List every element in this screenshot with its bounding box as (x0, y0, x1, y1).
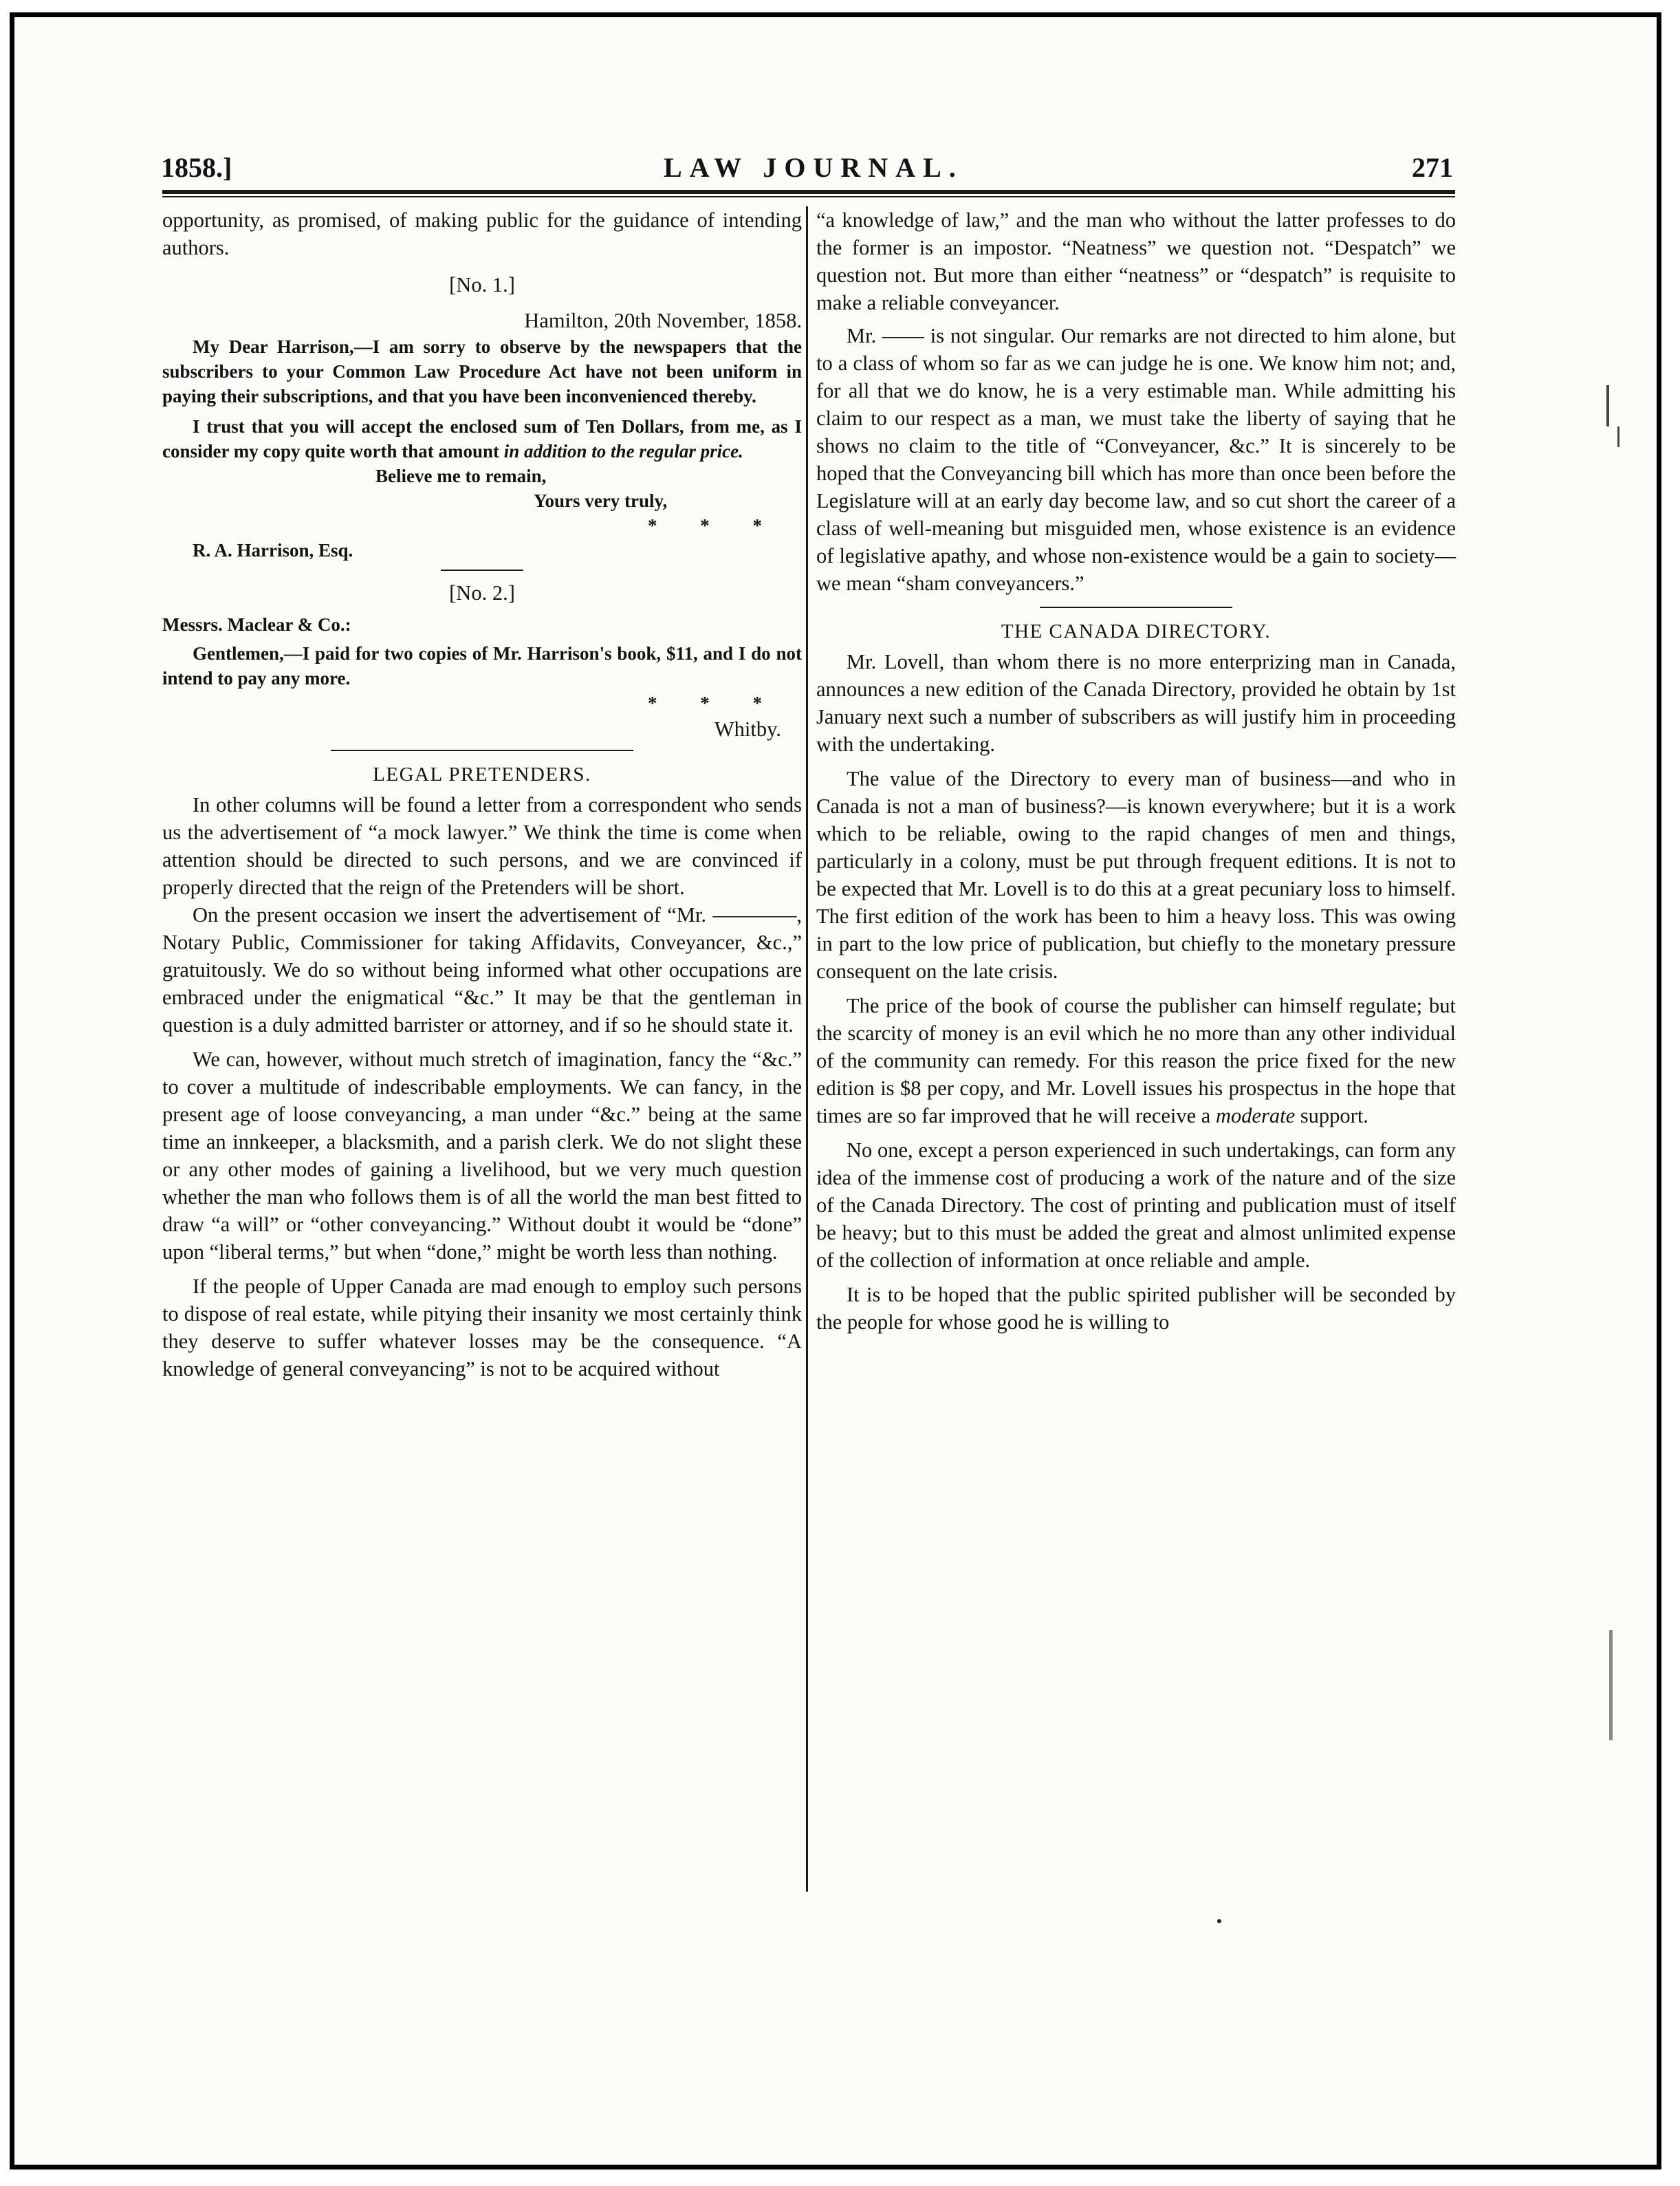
opening-paragraph: opportunity, as promised, of making public for the guidance of intending authors. (162, 208, 802, 259)
directory-paragraph-3-text: The price of the book of course the publisher can himself regulate; but the scarcity of money is an evil which he no more than any other individual of the community can remedy. For this reason the price fixed for the new edition is $8 per copy, and Mr. Lovell issues his prospectus in the hope that times are so far improved that he will receive a (816, 994, 1456, 1127)
header-rule-thin (162, 196, 1455, 197)
right-column (816, 206, 1456, 1336)
mr-paragraph: Mr. —— is not singular. Our remarks are not directed to him alone, but to a class of whom so far as we can judge he is one. We know him not; and, for all that we do know, he is a very estimable man. While admitting his claim to our respect as a man, we must take the liberty of saying that he shows no claim to the title of “Conveyancer, &c.” It is sincerely to be hoped that the Conveyancing bill which has more than once been before the Legislature will at an early day become law, and so cut short the career of a class of well-meaning but misguided men, whose existence is an evidence of legislative apathy, and whose non-existence would be a gain to society—we mean “sham conveyancers.” (816, 324, 1456, 595)
letter-2-body: Gentlemen,—I paid for two copies of Mr. Harrison's book, $11, and I do not intend to pay any more. (162, 643, 802, 689)
article-paragraph-3: We can, however, without much stretch of imagination, fancy the “&c.” to cover a multitude of indescribable employments. We can fancy, in the present age of loose conveyancing, a man under “&c.” being at the same time an innkeeper, a blacksmith, and a parish clerk. We do not slight these or any other modes of gaining a livelihood, but we very much question whether the man who follows them is of all the world the man best fitted to draw “a will” or “other conveyancing.” Without doubt it would be “done” upon “liberal terms,” but when “done,” might be worth less than nothing. (162, 1048, 802, 1264)
letter-1-paragraph-1: My Dear Harrison,—I am sorry to observe by the newspapers that the subscribers to your Common Law Procedure Act have not been uniform in paying their subscriptions, and that you have been inconvenienced thereby. (162, 336, 802, 407)
directory-paragraph-2: The value of the Directory to every man of business—and who in Canada is not a man of business?—is known everywhere; but it is a work which to be reliable, owing to the rapid changes of men and things, particularly in a colony, must be put through frequent editions. It is not to be expected that Mr. Lovell is to do this at a great pecuniary loss to himself. The first edition of the work has been to him a heavy loss. This was owing in part to the low price of publication, but chiefly to the monetary pressure consequent on the late crisis. (816, 767, 1456, 983)
letter-1-emphasis: in addition to the regular price. (503, 441, 743, 462)
letter-1-paragraph-2-text: I trust that you will accept the enclosed sum of Ten Dollars, from me, as I consider my copy quite worth that amount (162, 416, 802, 462)
directory-paragraph-3 (816, 992, 1456, 1129)
article-rule-2 (1040, 607, 1232, 608)
journal-title: LAW JOURNAL. (664, 152, 963, 183)
print-speck (1217, 1919, 1221, 1923)
letter-number-2: [No. 2.] (449, 581, 515, 605)
article-heading-canada-directory: THE CANADA DIRECTORY. (1001, 620, 1272, 642)
signature-stars-2: * * * (648, 693, 781, 713)
letter-closing: Believe me to remain, (375, 466, 547, 486)
margin-mark-3 (1609, 1630, 1613, 1740)
letter-signoff: Yours very truly, (534, 490, 668, 511)
directory-paragraph-5: It is to be hoped that the public spirited publisher will be seconded by the people for whose good he is willing to (816, 1283, 1456, 1334)
directory-paragraph-1: Mr. Lovell, than whom there is no more enterprizing man in Canada, announces a new edition of the Canada Directory, provided he obtain by 1st January next such a number of subscribers as will justify him in proceeding with the undertaking. (816, 650, 1456, 756)
margin-mark-1 (1606, 385, 1609, 426)
directory-paragraph-3-end: support. (1295, 1104, 1368, 1127)
letter-1-paragraph-2 (162, 414, 802, 464)
header-rule (162, 190, 1455, 194)
left-column (162, 206, 802, 1383)
letter-addressee: R. A. Harrison, Esq. (193, 540, 353, 561)
signature-stars: * * * (648, 515, 781, 536)
page-number: 271 (1412, 152, 1453, 183)
article-rule (331, 750, 633, 751)
margin-mark-2 (1617, 426, 1619, 447)
letter-number-1: [No. 1.] (449, 273, 515, 296)
letter-2-signature: Whitby. (714, 717, 781, 741)
continued-paragraph: “a knowledge of law,” and the man who without the latter professes to do the former is an impostor. “Neatness” we question not. “Despatch” we question not. But more than either “neatness” or “despatch” is requisite to make a reliable conveyancer. (816, 208, 1456, 314)
directory-emphasis: moderate (1215, 1104, 1296, 1127)
column-divider (806, 206, 808, 1892)
article-paragraph-2: On the present occasion we insert the advertisement of “Mr. ————, Notary Public, Commissioner for taking Affidavits, Conveyancer, &c.,” gratuitously. We do so without being informed what other occupations are embraced under the enigmatical “&c.” It may be that the gentleman in question is a duly admitted barrister or attorney, and if so he should state it. (162, 903, 802, 1037)
section-rule (441, 570, 523, 571)
header-year: 1858.] (161, 152, 232, 183)
letter-place-date: Hamilton, 20th November, 1858. (524, 309, 802, 332)
article-paragraph-1: In other columns will be found a letter from a correspondent who sends us the advertisement of “a mock lawyer.” We think the time is come when attention should be directed to such persons, and we are convinced if properly directed that the reign of the Pretenders will be short. (162, 793, 802, 899)
article-heading-legal-pretenders: LEGAL PRETENDERS. (373, 764, 591, 786)
letter-2-salutation: Messrs. Maclear & Co.: (162, 614, 351, 635)
directory-paragraph-4: No one, except a person experienced in such undertakings, can form any idea of the immense cost of producing a work of the nature and of the size of the Canada Directory. The cost of printing and publication must of itself be heavy; but to this must be added the great and almost unlimited expense of the collection of information at once reliable and ample. (816, 1138, 1456, 1272)
article-paragraph-4: If the people of Upper Canada are mad enough to employ such persons to dispose of real estate, while pitying their insanity we most certainly think they deserve to suffer whatever losses may be the consequence. “A knowledge of general conveyancing” is not to be acquired without (162, 1275, 802, 1381)
